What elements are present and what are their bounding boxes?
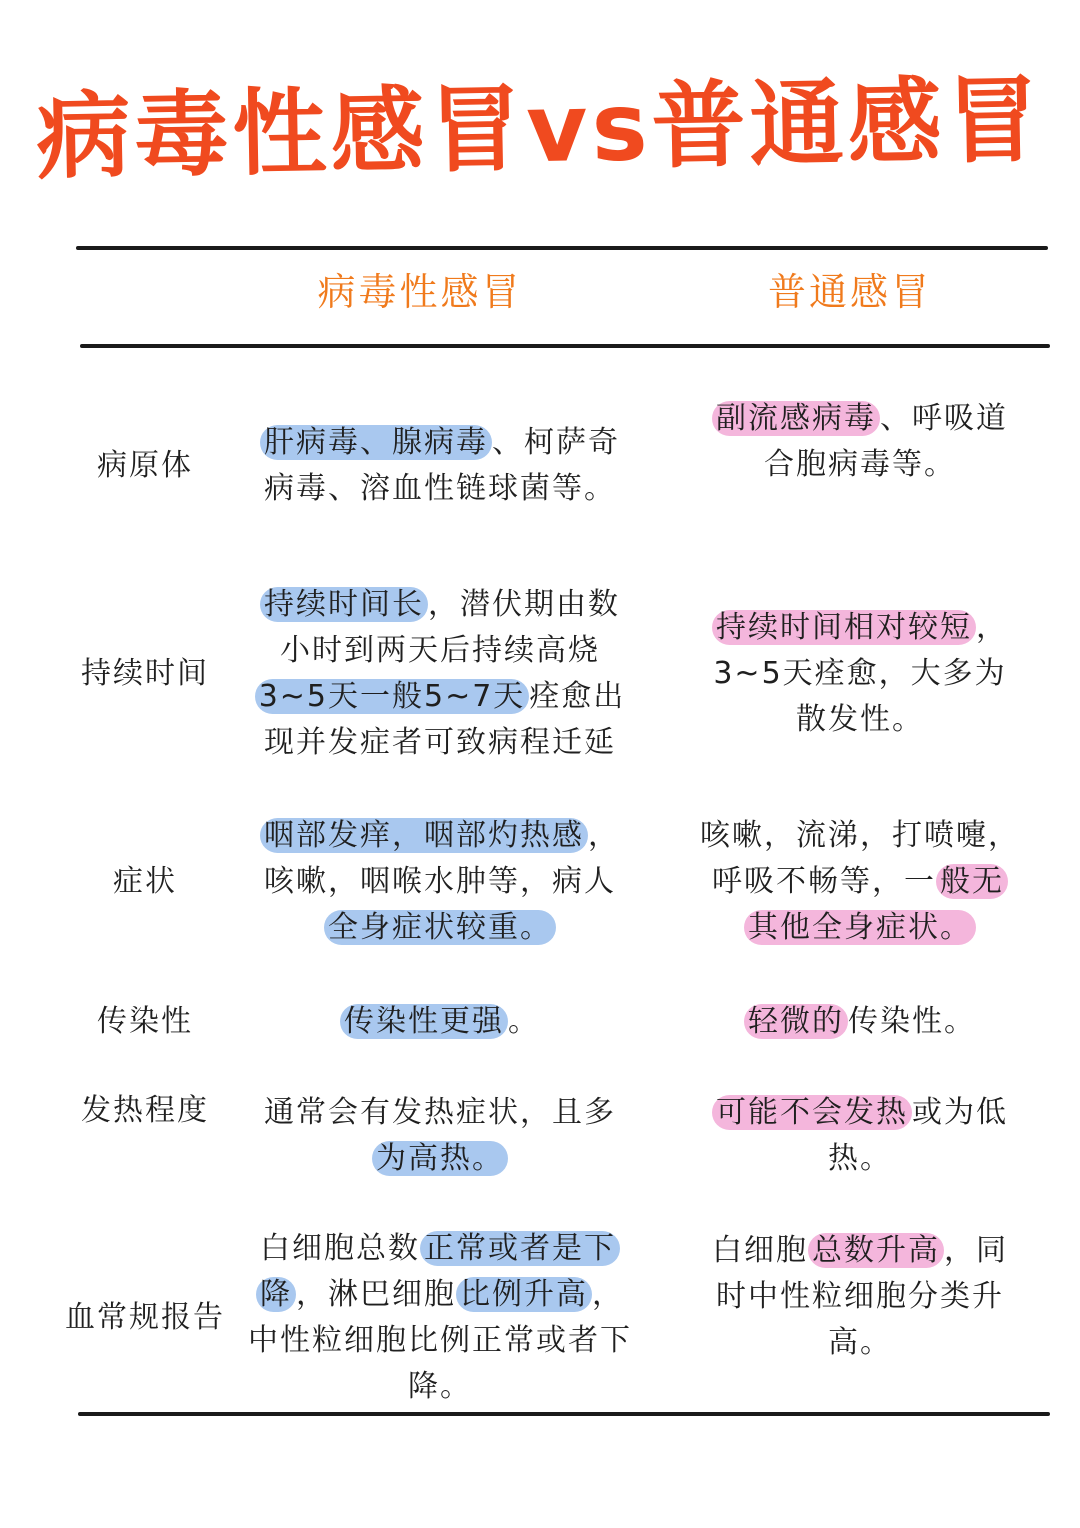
table-row-pathogen [0, 392, 1080, 540]
page-title: 病毒性感冒vs普通感冒 [35, 66, 1045, 193]
viral-text-2: 痊愈出现并发症者可致病程迁延 [264, 679, 626, 760]
viral-highlight: 正常或者是下降 [256, 1231, 620, 1312]
viral-text-2: ，淋巴细胞 [296, 1277, 456, 1312]
viral-cell [248, 580, 632, 768]
viral-text: ，潜伏期由数小时到两天后持续高烧 [280, 587, 620, 668]
viral-text: ，咳嗽，咽喉水肿等，病人 [264, 818, 620, 899]
column-header-common: 普通感冒 [767, 270, 932, 314]
viral-cell [248, 1088, 632, 1184]
common-cell [700, 392, 1020, 540]
viral-cell [248, 392, 632, 540]
header-divider [80, 344, 1050, 348]
common-text: 白细胞 [712, 1233, 808, 1268]
bottom-divider [78, 1412, 1050, 1416]
common-highlight: 副流感病毒 [712, 401, 880, 436]
table-row-fever [0, 1088, 1080, 1184]
common-cell [700, 1226, 1020, 1410]
viral-cell [248, 996, 632, 1048]
common-text: ，3~5天痊愈，大多为散发性。 [713, 610, 1008, 737]
viral-highlight: 肝病毒、腺病毒 [260, 425, 492, 460]
common-text: 、呼吸道合胞病毒等。 [764, 401, 1008, 482]
viral-cell [248, 810, 632, 954]
viral-text: 。 [508, 1004, 540, 1039]
viral-text-3: ，中性粒细胞比例正常或者下降。 [248, 1277, 632, 1404]
row-label: 症状 [113, 864, 177, 899]
row-label: 病原体 [97, 448, 193, 483]
row-label: 发热程度 [81, 1093, 209, 1128]
common-cell [700, 1088, 1020, 1184]
common-highlight: 可能不会发热 [712, 1095, 912, 1130]
common-cell [700, 810, 1020, 954]
viral-text: 通常会有发热症状，且多 [264, 1095, 616, 1130]
viral-highlight-2: 3~5天一般5~7天 [255, 679, 530, 714]
viral-highlight-2: 比例升高 [456, 1277, 592, 1312]
viral-highlight: 持续时间长 [260, 587, 428, 622]
common-highlight: 总数升高 [808, 1233, 944, 1268]
viral-text: 白细胞总数 [260, 1231, 420, 1266]
top-divider [76, 246, 1048, 250]
common-text-2: ，同时中性粒细胞分类升高。 [716, 1233, 1008, 1360]
common-text: 或为低热。 [828, 1095, 1008, 1176]
viral-highlight: 为高热。 [372, 1141, 508, 1176]
common-cell [700, 580, 1020, 768]
common-highlight: 般无其他全身症状。 [744, 864, 1008, 945]
viral-highlight-2: 全身症状较重。 [324, 910, 556, 945]
common-text: 传染性。 [848, 1004, 976, 1039]
row-label: 持续时间 [81, 656, 209, 691]
common-cell [700, 996, 1020, 1048]
column-header-viral: 病毒性感冒 [317, 270, 523, 314]
common-highlight: 持续时间相对较短 [712, 610, 976, 645]
viral-cell [248, 1226, 632, 1410]
row-label: 传染性 [97, 1004, 193, 1039]
viral-highlight: 咽部发痒，咽部灼热感 [260, 818, 588, 853]
table-row-blood-test [0, 1226, 1080, 1410]
viral-highlight: 传染性更强 [340, 1004, 508, 1039]
table-row-symptoms [0, 810, 1080, 954]
row-label: 血常规报告 [65, 1300, 225, 1335]
viral-text: 、柯萨奇病毒、溶血性链球菌等。 [264, 425, 620, 506]
table-row-contagiousness [0, 996, 1080, 1048]
common-text: 咳嗽，流涕，打喷嚏，呼吸不畅等，一 [700, 818, 1020, 899]
table-row-duration [0, 580, 1080, 768]
common-highlight: 轻微的 [744, 1004, 848, 1039]
